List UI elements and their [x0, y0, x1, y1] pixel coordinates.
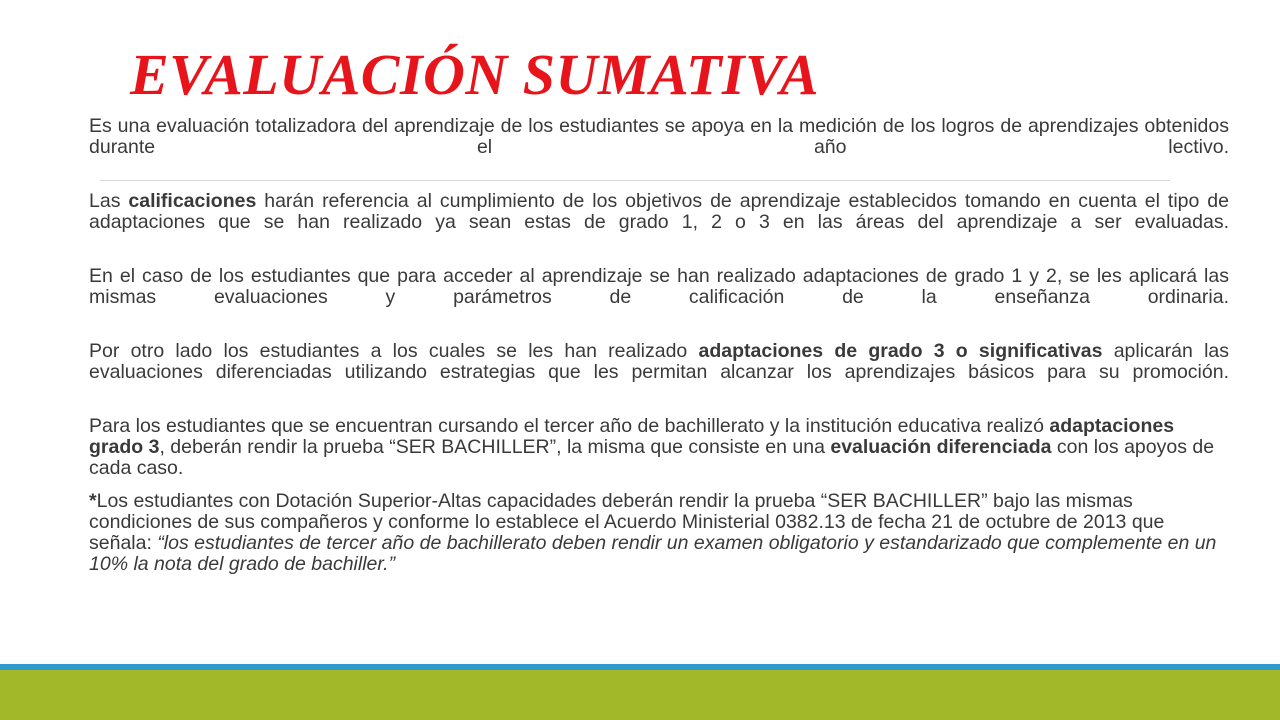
paragraph-grado-3-bold: adaptaciones de grado 3 o significativas: [698, 340, 1103, 362]
paragraph-altas-capacidades-quote: “los estudiantes de tercer año de bachillerato deben rendir un examen obligatorio y estandarizado que complemente en un 10% la nota del grado de bachiller.”: [89, 532, 1217, 575]
paragraph-definition: [89, 116, 1229, 179]
paragraph-altas-capacidades-text: Los estudiantes con Dotación Superior-Altas capacidades deberán rendir la prueba “SER BACHILLER” bajo las mismas condiciones de sus compañeros y conforme lo establece el Acuerdo Ministerial 0382.13 de fecha 21 de octubre de 2013 que señala:: [89, 490, 1165, 554]
slide-title: EVALUACIÓN SUMATIVA: [130, 42, 820, 107]
paragraph-calificaciones: [89, 191, 1229, 254]
paragraph-bachillerato-bold-1: adaptaciones grado 3: [89, 415, 1175, 458]
paragraph-bachillerato-text-1: Para los estudiantes que se encuentran cursando el tercer año de bachillerato y la institución educativa realizó: [89, 415, 1050, 437]
paragraph-calificaciones-text-2: harán referencia al cumplimiento de los objetivos de aprendizaje establecidos tomando en cuenta el tipo de adaptaciones que se han realizado ya sean estas de grado 1, 2 o 3 en las áreas del aprendizaje a ser evaluadas.: [89, 190, 1230, 233]
paragraph-grado-3-text-2: aplicarán las evaluaciones diferenciadas utilizando estrategias que les permitan alcanzar los aprendizajes básicos para su promoción.: [89, 340, 1229, 383]
paragraph-bachillerato-text-3: con los apoyos de cada caso.: [89, 436, 1215, 479]
paragraph-grado-1-2-text: En el caso de los estudiantes que para acceder al aprendizaje se han realizado adaptaciones de grado 1 y 2, se les aplicará las mismas evaluaciones y parámetros de calificación de la enseñanza ordinaria.: [89, 265, 1229, 308]
paragraph-grado-3-text-1: Por otro lado los estudiantes a los cuales se les han realizado: [89, 340, 699, 362]
paragraph-definition-text: Es una evaluación totalizadora del aprendizaje de los estudiantes se apoya en la medición de los logros de aprendizajes obtenidos durante el año lectivo.: [89, 115, 1229, 158]
paragraph-altas-capacidades: [89, 491, 1229, 575]
paragraph-bachillerato-text-2: , deberán rendir la prueba “SER BACHILLER”, la misma que consiste en una: [159, 436, 831, 458]
paragraph-calificaciones-text-1: Las: [89, 190, 129, 212]
paragraph-altas-capacidades-asterisk: *: [89, 490, 97, 512]
paragraph-grado-1-2: [89, 266, 1229, 329]
footer-green-band: [0, 670, 1280, 720]
paragraph-grado-3: [89, 341, 1229, 404]
slide-body: [89, 116, 1229, 587]
paragraph-bachillerato: [89, 416, 1229, 479]
paragraph-calificaciones-bold: calificaciones: [128, 190, 257, 212]
paragraph-bachillerato-bold-2: evaluación diferenciada: [830, 436, 1052, 458]
